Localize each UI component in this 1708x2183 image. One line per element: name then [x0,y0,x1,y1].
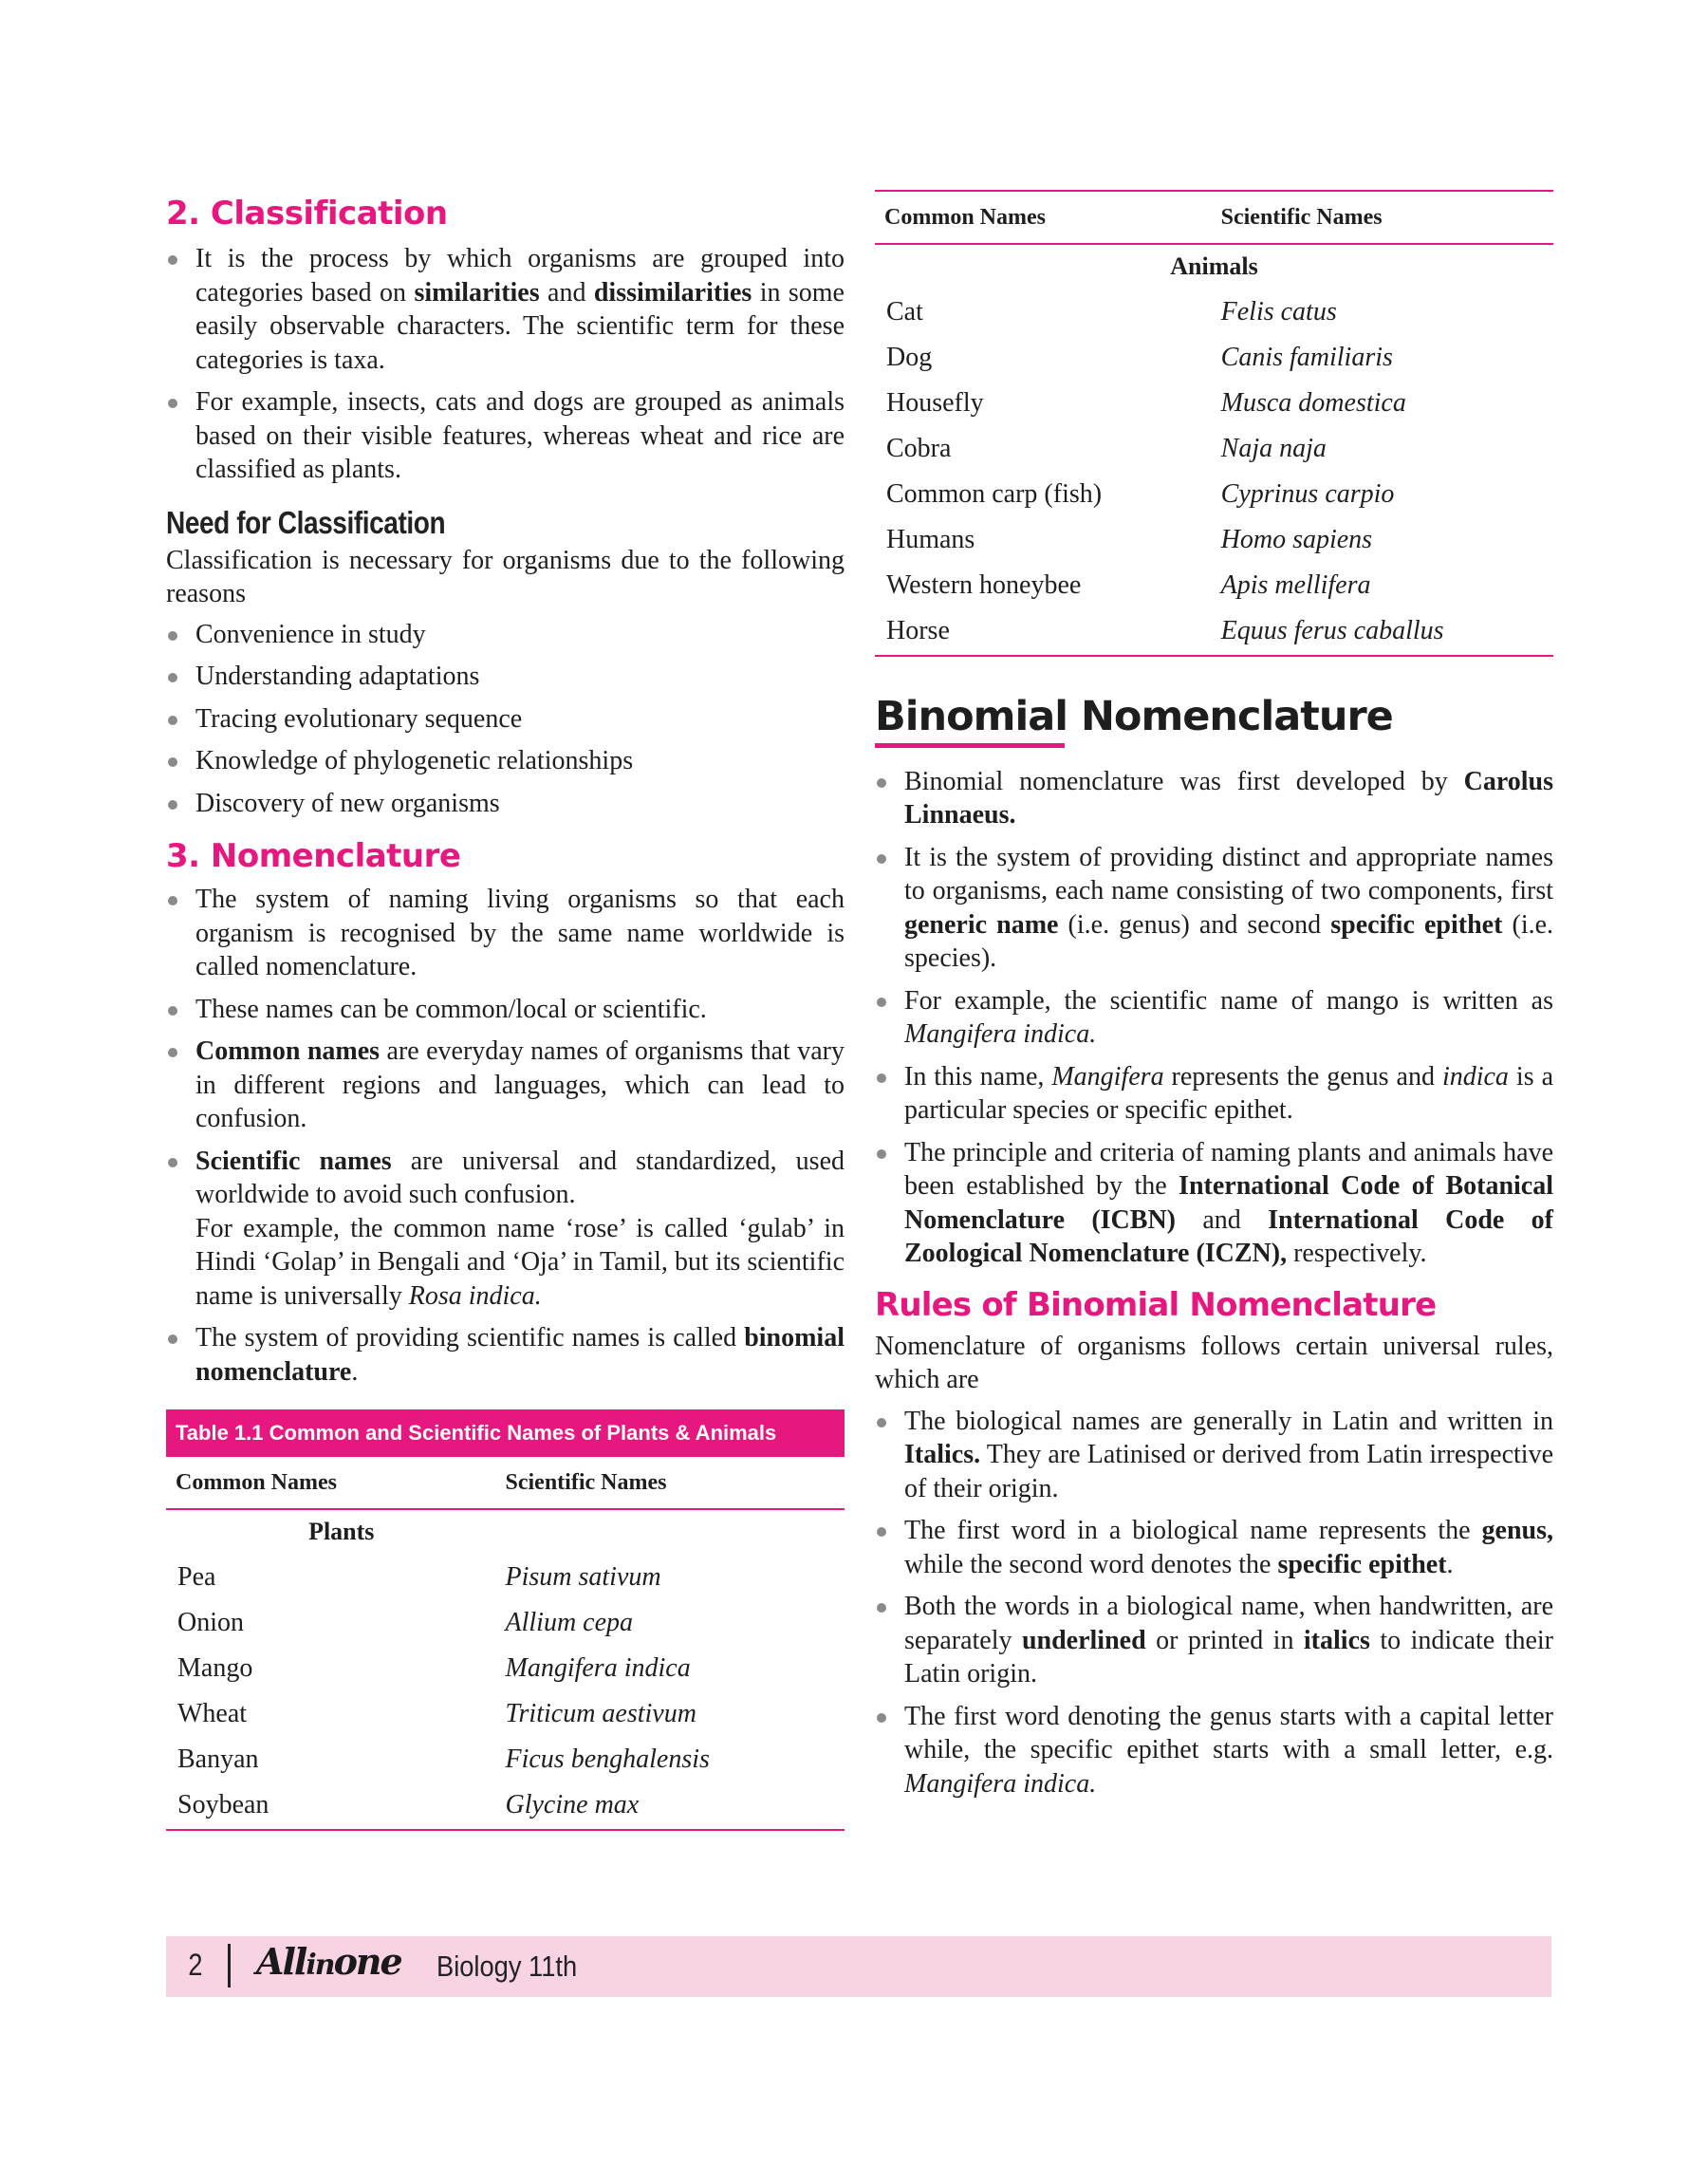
common-name: Soybean [177,1789,269,1819]
group-label: Animals [1170,252,1258,280]
common-name: Dog [886,342,933,372]
list-item: For example, the scientific name of mango is written as Mangifera indica. [875,984,1553,1052]
list-item: The first word in a biological name represents the genus, while the second word denotes the specific epithet. [875,1514,1553,1581]
list-item: The biological names are generally in Latin and written in Italics. They are Latinised or derived from Latin irrespective of their origin. [875,1405,1553,1506]
column-header: Scientific Names [506,1457,845,1509]
common-name: Pea [177,1561,216,1592]
binomial-list [875,765,1553,1271]
table-header-row [166,1457,845,1509]
common-name: Mango [177,1652,253,1683]
page-number: 2 [188,1948,203,1982]
page-footer [166,1936,1551,1997]
list-item: The system of naming living organisms so that each organism is recognised by the same name worldwide is called nomenclature. [166,883,845,984]
table-row [875,564,1553,609]
list-item: These names can be common/local or scientific. [166,993,845,1027]
binomial-heading: Binomial Nomenclature [875,692,1393,740]
table-row [875,518,1553,564]
scientific-name: Homo sapiens [1220,524,1373,554]
table-row [875,609,1553,656]
list-item: Knowledge of phylogenetic relationships [166,744,845,778]
rules-intro: Nomenclature of organisms follows certain universal rules, which are [875,1331,1553,1394]
classification-list [166,242,845,487]
table-row [166,1601,845,1647]
scientific-name: Mangifera indica [505,1652,691,1683]
table-row [166,1738,845,1783]
list-item: The system of providing scientific names is called binomial nomenclature. [166,1321,845,1389]
scientific-name: Naja naja [1220,433,1327,463]
group-row [166,1509,845,1556]
common-name: Common carp (fish) [886,478,1103,509]
group-row [875,244,1553,290]
list-item: Scientific names are universal and standardized, used worldwide to avoid such confusion. For example, the common name ‘rose’ is called ‘gulab’ in Hindi ‘Golap’ in Bengali and ‘Oja’ in Tamil, but its scientific name is universally Rosa indica. [166,1145,845,1314]
scientific-name: Felis catus [1220,296,1337,327]
classification-heading: 2. Classification [166,195,448,233]
table-row [166,1783,845,1830]
common-name: Horse [886,615,950,645]
footer-divider [228,1944,231,1987]
common-name: Onion [177,1607,244,1637]
rules-heading: Rules of Binomial Nomenclature [875,1285,1437,1324]
scientific-name: Canis familiaris [1220,342,1393,372]
list-item: For example, insects, cats and dogs are grouped as animals based on their visible features, whereas wheat and rice are classified as plants. [166,385,845,487]
list-item: The principle and criteria of naming plants and animals have been established by the International Code of Botanical Nomenclature (ICBN) and International Code of Zoological Nomenclature (ICZN), respectively. [875,1136,1553,1271]
list-item: Understanding adaptations [166,660,845,694]
nomenclature-list [166,883,845,1389]
brand-logo: Allinone [256,1940,401,1983]
scientific-name: Ficus benghalensis [505,1744,710,1774]
list-item: Discovery of new organisms [166,787,845,821]
table-header-row [875,191,1553,244]
book-title: Biology 11th [436,1950,578,1983]
right-column [875,190,1553,1809]
left-column [166,195,845,1831]
table-row [875,473,1553,518]
common-name: Cobra [886,433,952,463]
list-item: It is the process by which organisms are grouped into categories based on similarities and dissimilarities in some easily observable characters. The scientific term for these categories is taxa. [166,242,845,377]
heading-underline [875,743,1065,748]
scientific-name: Cyprinus carpio [1220,478,1395,509]
common-name: Cat [886,296,923,327]
list-item: Convenience in study [166,618,845,652]
column-header: Scientific Names [1221,191,1553,244]
list-item: Common names are everyday names of organisms that vary in different regions and languages, which can lead to confusion. [166,1035,845,1136]
need-list [166,618,845,821]
column-header: Common Names [875,191,1221,244]
common-name: Banyan [177,1744,259,1774]
rules-list [875,1405,1553,1801]
common-name: Humans [886,524,975,554]
common-name: Western honeybee [886,569,1082,600]
list-item: The first word denoting the genus starts with a capital letter while, the specific epithet starts with a small letter, e.g. Mangifera indica. [875,1700,1553,1801]
list-item: Tracing evolutionary sequence [166,702,845,737]
nomenclature-heading: 3. Nomenclature [166,837,461,875]
binomial-heading-block [875,693,1553,748]
list-item: Both the words in a biological name, when handwritten, are separately underlined or printed in italics to indicate their Latin origin. [875,1590,1553,1691]
group-label: Plants [308,1517,375,1545]
table-row [875,290,1553,336]
need-heading: Need for Classification [166,504,446,540]
need-intro: Classification is necessary for organisms due to the following reasons [166,545,845,608]
common-name: Wheat [177,1698,248,1728]
scientific-name: Glycine max [505,1789,640,1819]
scientific-name: Allium cepa [505,1607,634,1637]
table-row [875,382,1553,427]
scientific-name: Pisum sativum [505,1561,661,1592]
list-item: Binomial nomenclature was first developed by Carolus Linnaeus. [875,765,1553,832]
table-row [875,336,1553,382]
table-row [875,427,1553,473]
scientific-name: Triticum aestivum [505,1698,696,1728]
plants-table-block [166,1409,845,1831]
table-row [166,1692,845,1738]
plants-table [166,1457,845,1831]
scientific-name: Musca domestica [1220,387,1406,418]
list-item: In this name, Mangifera represents the genus and indica is a particular species or specific epithet. [875,1060,1553,1128]
scientific-name: Apis mellifera [1220,569,1371,600]
table-caption: Table 1.1 Common and Scientific Names of Plants & Animals [166,1409,845,1457]
animals-table [875,190,1553,657]
common-name: Housefly [886,387,984,418]
table-row [166,1556,845,1601]
scientific-name: Equus ferus caballus [1220,615,1444,645]
table-row [166,1647,845,1692]
column-header: Common Names [166,1457,506,1509]
list-item: It is the system of providing distinct and appropriate names to organisms, each name consisting of two components, first generic name (i.e. genus) and second specific epithet (i.e. species). [875,841,1553,976]
